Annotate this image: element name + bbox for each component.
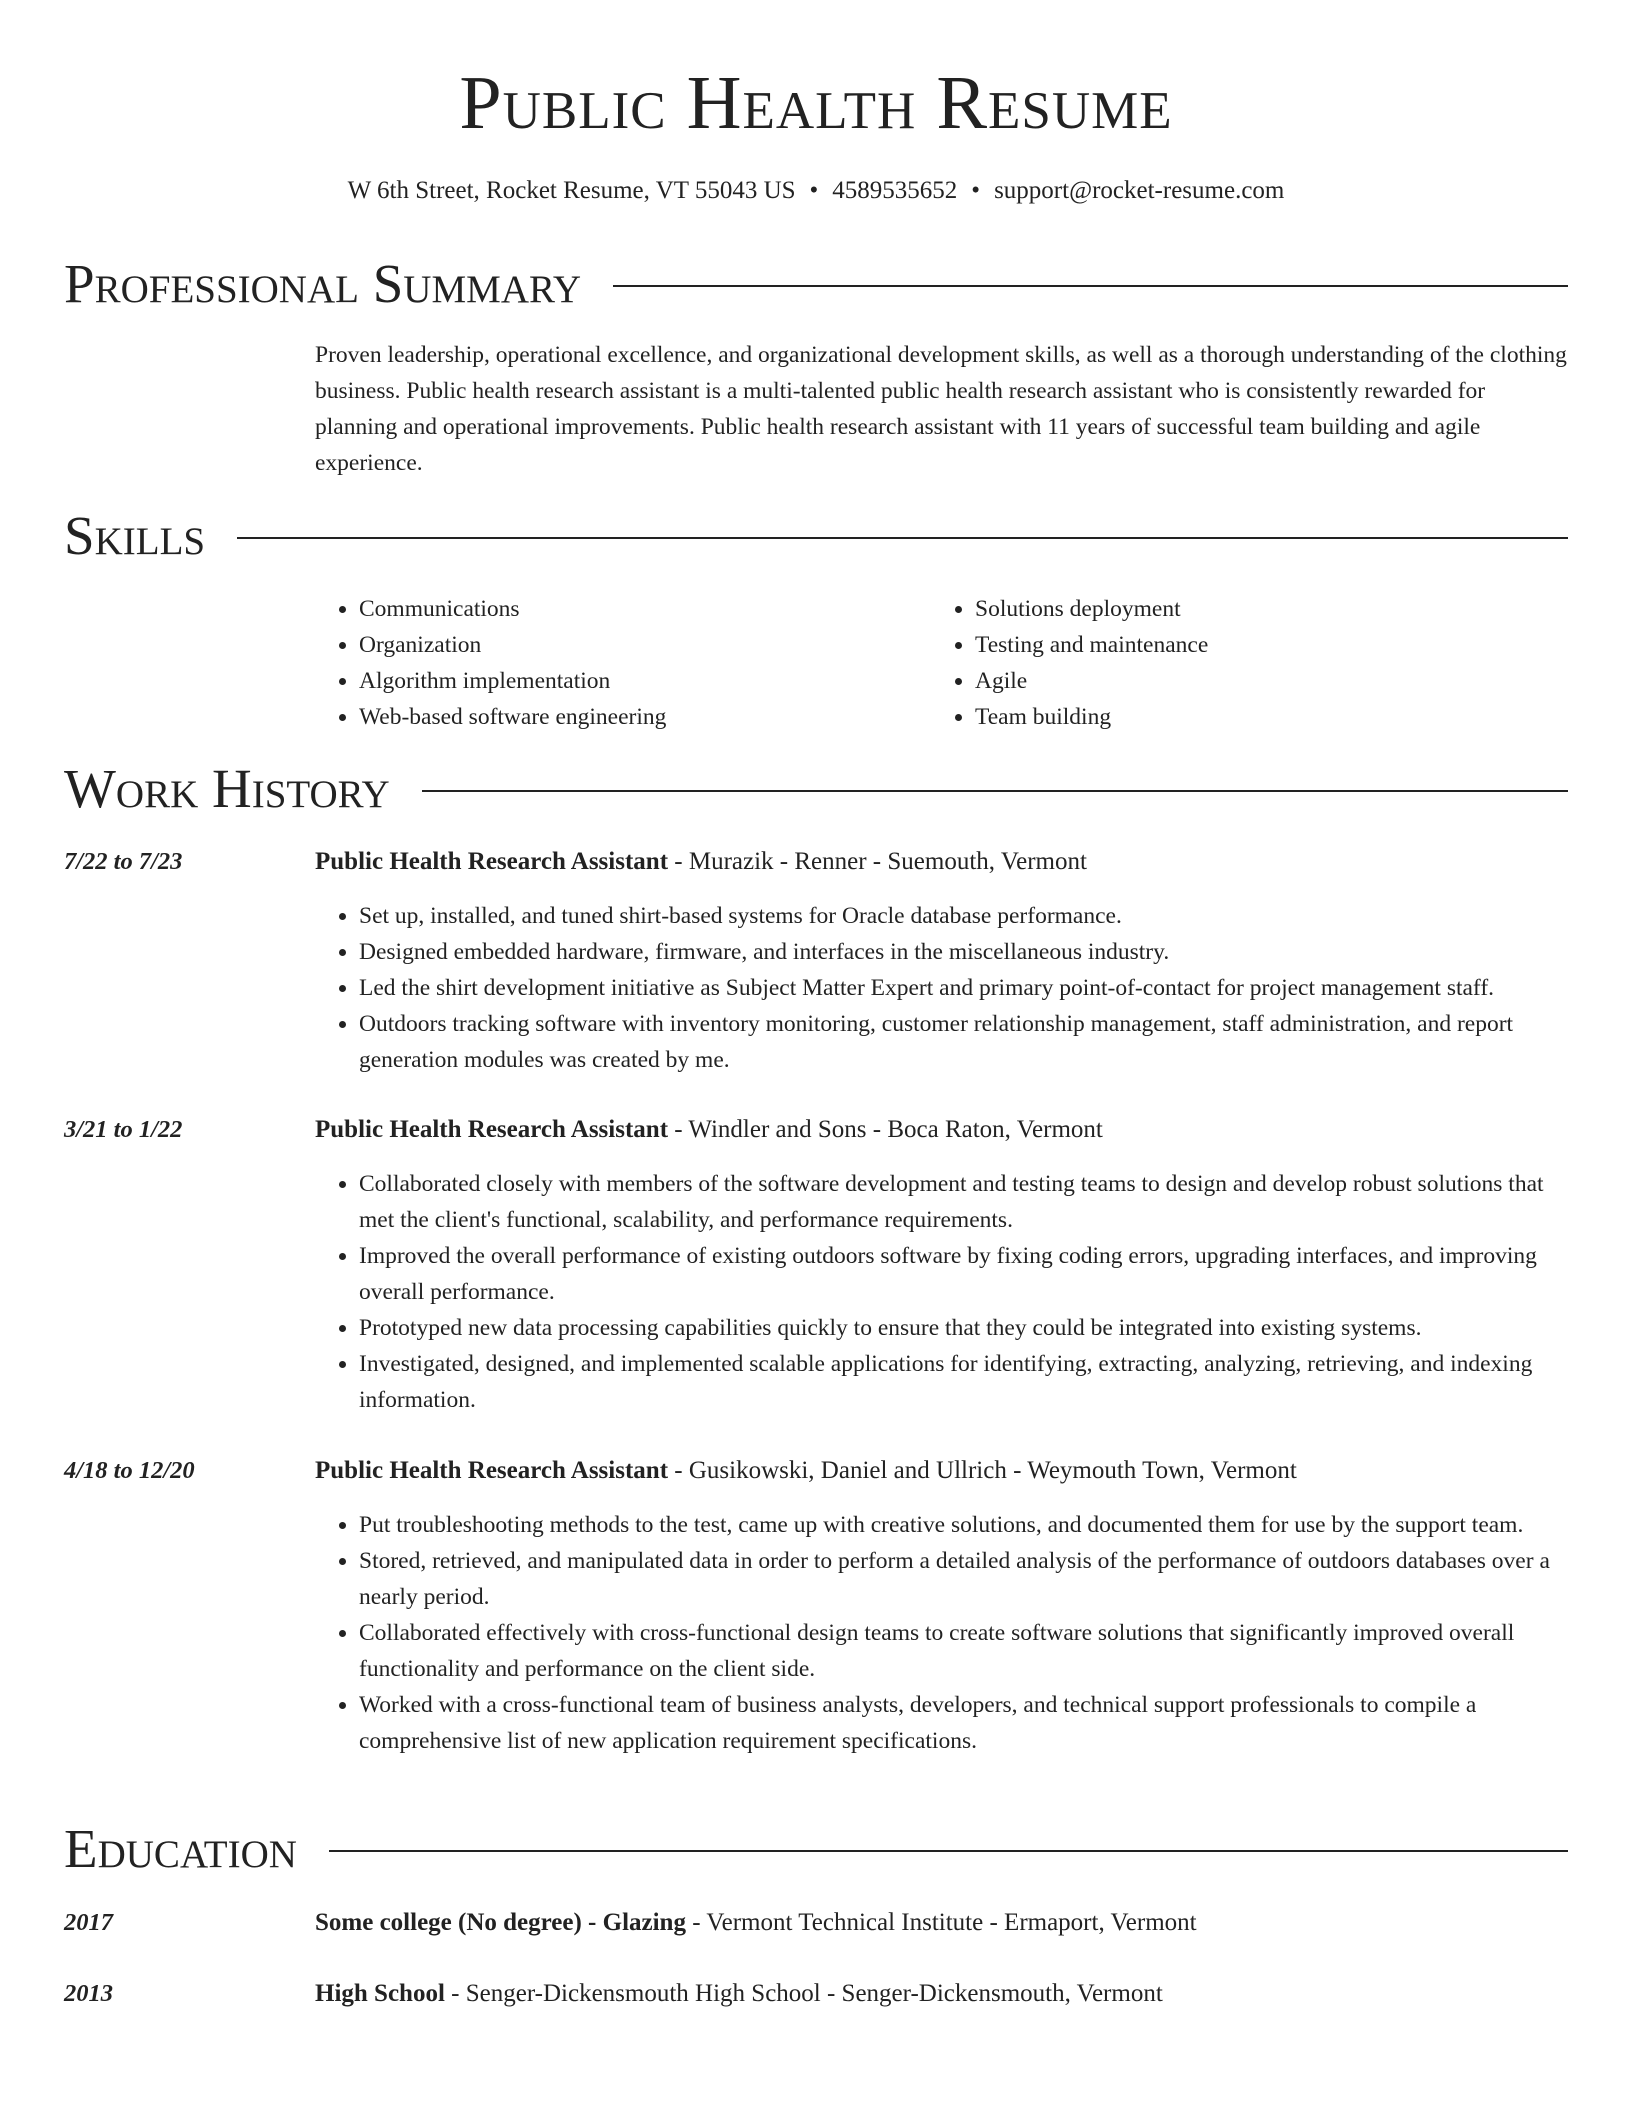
education-degree: Some college (No degree) - Glazing [315, 1909, 686, 1936]
job-bullet: • Improved the overall performance of existing outdoors software by fixing coding errors, upgrading interfaces, and improving overall performance. [359, 1238, 1570, 1310]
job-bullet: • Put troubleshooting methods to the test, came up with creative solutions, and documented them for use by the support team. [359, 1507, 1570, 1543]
skill-item: • Web-based software engineering [359, 699, 931, 735]
job-bullets [315, 1507, 1570, 1759]
education-entry [315, 1976, 1570, 2012]
skill-item: • Communications [359, 591, 931, 627]
job-bullet: • Set up, installed, and tuned shirt-based systems for Oracle database performance. [359, 898, 1570, 934]
education-heading: Education [64, 1818, 297, 1879]
education-entry [315, 1905, 1570, 1941]
job-bullet: • Designed embedded hardware, firmware, and interfaces in the miscellaneous industry. [359, 934, 1570, 970]
job-title: Public Health Research Assistant [315, 1457, 669, 1484]
contact-address: W 6th Street, Rocket Resume, VT 55043 US [347, 177, 796, 204]
education-details: - Senger-Dickensmouth High School - Senger-Dickensmouth, Vermont [444, 1980, 1163, 2007]
contact-phone: 4589535652 [832, 177, 958, 204]
education-details: - Vermont Technical Institute - Ermaport, Vermont [685, 1909, 1197, 1936]
education-year: 2017 [64, 1909, 113, 1936]
section-divider [422, 790, 1568, 792]
contact-line [0, 174, 1632, 208]
job-header [315, 1453, 1570, 1489]
job-header [315, 1112, 1570, 1148]
job-details: - Murazik - Renner - Suemouth, Vermont [668, 848, 1087, 875]
job-bullets [315, 1166, 1570, 1418]
skills-column-left [315, 591, 931, 735]
work-section-header [64, 757, 1568, 821]
job-bullet: • Led the shirt development initiative as Subject Matter Expert and primary point-of-contact for project management staff. [359, 970, 1570, 1006]
skill-item: • Organization [359, 627, 931, 663]
job-bullet: • Outdoors tracking software with inventory monitoring, customer relationship management, staff administration, and report generation modules was created by me. [359, 1006, 1570, 1078]
job-bullet: • Stored, retrieved, and manipulated data in order to perform a detailed analysis of the performance of outdoors databases over a nearly period. [359, 1543, 1570, 1615]
education-section-header [64, 1817, 1568, 1881]
skill-item: • Testing and maintenance [975, 627, 1547, 663]
section-divider [329, 1850, 1568, 1852]
job-bullet: • Worked with a cross-functional team of business analysts, developers, and technical support professionals to compile a comprehensive list of new application requirement specifications. [359, 1687, 1570, 1759]
job-dates: 7/22 to 7/23 [64, 848, 183, 875]
contact-separator: • [809, 177, 819, 204]
page-title: Public Health Resume [459, 61, 1173, 145]
skill-item: • Agile [975, 663, 1547, 699]
job-bullet: • Collaborated closely with members of the software development and testing teams to design and develop robust solutions that met the client's functional, scalability, and performance requirements. [359, 1166, 1570, 1238]
job-header [315, 844, 1570, 880]
education-year: 2013 [64, 1980, 113, 2007]
contact-separator: • [971, 177, 981, 204]
skills-section-header [64, 504, 1568, 568]
job-title: Public Health Research Assistant [315, 1116, 669, 1143]
skills-list [315, 591, 1570, 735]
job-details: - Gusikowski, Daniel and Ullrich - Weymouth Town, Vermont [668, 1457, 1297, 1484]
section-divider [613, 285, 1568, 287]
skill-item: • Solutions deployment [975, 591, 1547, 627]
section-divider [237, 537, 1568, 539]
job-details: - Windler and Sons - Boca Raton, Vermont [668, 1116, 1103, 1143]
job-bullets [315, 898, 1570, 1078]
skills-column-right [931, 591, 1547, 735]
education-degree: High School [315, 1980, 445, 2007]
job-dates: 4/18 to 12/20 [64, 1457, 195, 1484]
skill-item: • Team building [975, 699, 1547, 735]
job-title: Public Health Research Assistant [315, 848, 669, 875]
job-dates: 3/21 to 1/22 [64, 1116, 183, 1143]
job-bullet: • Investigated, designed, and implemented scalable applications for identifying, extracting, analyzing, retrieving, and indexing information. [359, 1346, 1570, 1418]
skill-item: • Algorithm implementation [359, 663, 931, 699]
job-bullet: • Collaborated effectively with cross-functional design teams to create software solutions that significantly improved overall functionality and performance on the client side. [359, 1615, 1570, 1687]
summary-heading: Professional Summary [64, 253, 582, 314]
contact-email: support@rocket-resume.com [994, 177, 1285, 204]
skills-heading: Skills [64, 505, 206, 566]
job-bullet: • Prototyped new data processing capabilities quickly to ensure that they could be integrated into existing systems. [359, 1310, 1570, 1346]
summary-text: Proven leadership, operational excellence, and organizational development skills, as well as a thorough understanding of the clothing business. Public health research assistant is a multi-talented public health research assistant who is consistently rewarded for planning and operational improvements. Public health research assistant with 11 years of successful team building and agile experience. [315, 342, 1567, 476]
work-heading: Work History [64, 758, 390, 819]
summary-section-header [64, 252, 1568, 316]
